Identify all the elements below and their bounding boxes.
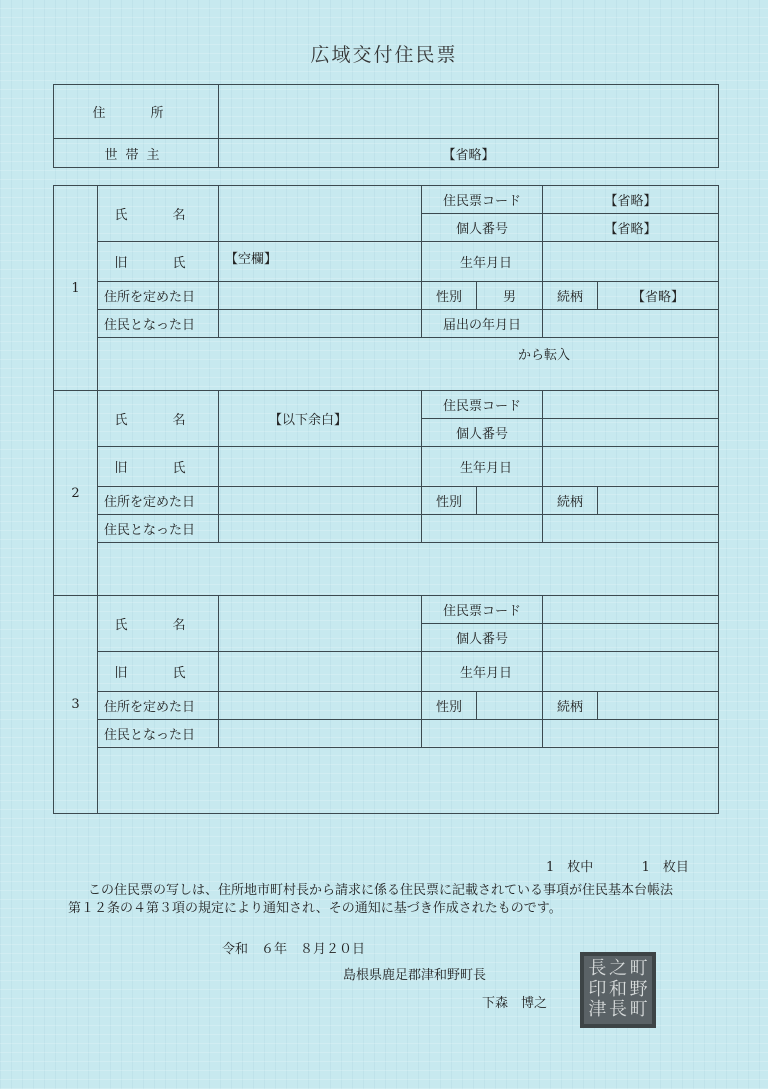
seal-char: 長 <box>588 958 607 979</box>
address-date-label: 住所を定めた日 <box>98 282 219 310</box>
address-date-label: 住所を定めた日 <box>98 692 219 720</box>
individual-number-value: 【省略】 <box>543 214 719 242</box>
address-date-value <box>219 692 422 720</box>
code-label: 住民票コード <box>422 186 543 214</box>
relation-label: 続柄 <box>543 282 598 310</box>
sex-label: 性別 <box>422 282 477 310</box>
address-label: 住 所 <box>54 85 219 139</box>
household-head-label: 世帯主 <box>54 139 219 168</box>
former-name-value <box>219 652 422 692</box>
resident-date-value <box>219 515 422 543</box>
code-value <box>543 596 719 624</box>
notified-value <box>543 310 719 338</box>
address-date-value <box>219 487 422 515</box>
sheet-info <box>546 856 689 875</box>
address-value <box>219 85 719 139</box>
relation-label: 続柄 <box>543 487 598 515</box>
name-value <box>219 596 422 652</box>
individual-number-label: 個人番号 <box>422 624 543 652</box>
code-value <box>543 391 719 419</box>
person-index: 1 <box>54 186 98 391</box>
former-name-label: 旧 氏 <box>98 652 219 692</box>
remark-value <box>98 748 719 814</box>
seal-char: 町 <box>629 958 648 979</box>
sex-value <box>477 692 543 720</box>
mayor-name: 下森 博之 <box>482 996 548 1011</box>
person-index: 3 <box>54 596 98 814</box>
notified-value <box>543 515 719 543</box>
resident-date-label: 住民となった日 <box>98 515 219 543</box>
household-head-value: 【省略】 <box>219 139 719 168</box>
notice-line-2: 第１２条の４第３項の規定により通知され、その通知に基づき作成されたものです。 <box>68 901 562 916</box>
code-label: 住民票コード <box>422 596 543 624</box>
notice-line-1: この住民票の写しは、住所地市町村長から請求に係る住民票に記載されている事項が住民基本台帳法 <box>88 883 674 898</box>
individual-number-label: 個人番号 <box>422 214 543 242</box>
relation-value: 【省略】 <box>598 282 719 310</box>
relation-value <box>598 487 719 515</box>
person-block-1 <box>53 185 719 391</box>
seal-char: 印 <box>588 978 607 1000</box>
official-seal-stamp <box>580 952 656 1028</box>
name-label: 氏 名 <box>98 391 219 447</box>
document-title: 広域交付住民票 <box>310 44 458 66</box>
notified-value <box>543 720 719 748</box>
code-value: 【省略】 <box>543 186 719 214</box>
name-value <box>219 186 422 242</box>
former-name-label: 旧 氏 <box>98 447 219 487</box>
issue-date: 令和 ６年 ８月２０日 <box>222 942 366 957</box>
person-block-3 <box>53 595 719 814</box>
issuer-title: 島根県鹿足郡津和野町長 <box>343 968 487 983</box>
relation-value <box>598 692 719 720</box>
name-value: 【以下余白】 <box>219 391 422 447</box>
notified-blank <box>422 515 543 543</box>
sex-value: 男 <box>477 282 543 310</box>
former-name-value <box>219 447 422 487</box>
former-name-label: 旧 氏 <box>98 242 219 282</box>
seal-char: 津 <box>588 999 607 1021</box>
seal-char: 之 <box>608 958 627 979</box>
notified-blank <box>422 720 543 748</box>
person-index: 2 <box>54 391 98 596</box>
individual-number-value <box>543 419 719 447</box>
resident-date-label: 住民となった日 <box>98 720 219 748</box>
remark-value <box>98 338 719 391</box>
sex-label: 性別 <box>422 487 477 515</box>
seal-char: 長 <box>608 999 627 1021</box>
sheet-page: 1 枚目 <box>641 860 689 875</box>
individual-number-label: 個人番号 <box>422 419 543 447</box>
resident-date-value <box>219 720 422 748</box>
remark-text: から転入 <box>518 348 571 363</box>
household-table <box>53 84 719 168</box>
person-block-2 <box>53 390 719 596</box>
former-name-value: 【空欄】 <box>219 242 422 282</box>
resident-date-label: 住民となった日 <box>98 310 219 338</box>
sheet-total: 1 枚中 <box>546 860 594 875</box>
relation-label: 続柄 <box>543 692 598 720</box>
code-label: 住民票コード <box>422 391 543 419</box>
birth-label: 生年月日 <box>422 652 543 692</box>
seal-char: 町 <box>629 999 648 1021</box>
birth-value <box>543 652 719 692</box>
birth-label: 生年月日 <box>422 447 543 487</box>
sex-value <box>477 487 543 515</box>
birth-value <box>543 242 719 282</box>
remark-value <box>98 543 719 596</box>
sex-label: 性別 <box>422 692 477 720</box>
seal-char: 野 <box>629 978 648 1000</box>
resident-date-value <box>219 310 422 338</box>
address-date-label: 住所を定めた日 <box>98 487 219 515</box>
name-label: 氏 名 <box>98 596 219 652</box>
individual-number-value <box>543 624 719 652</box>
birth-label: 生年月日 <box>422 242 543 282</box>
notice-text <box>68 882 728 918</box>
birth-value <box>543 447 719 487</box>
name-label: 氏 名 <box>98 186 219 242</box>
seal-char: 和 <box>608 978 627 1000</box>
address-date-value <box>219 282 422 310</box>
notified-label: 届出の年月日 <box>422 310 543 338</box>
